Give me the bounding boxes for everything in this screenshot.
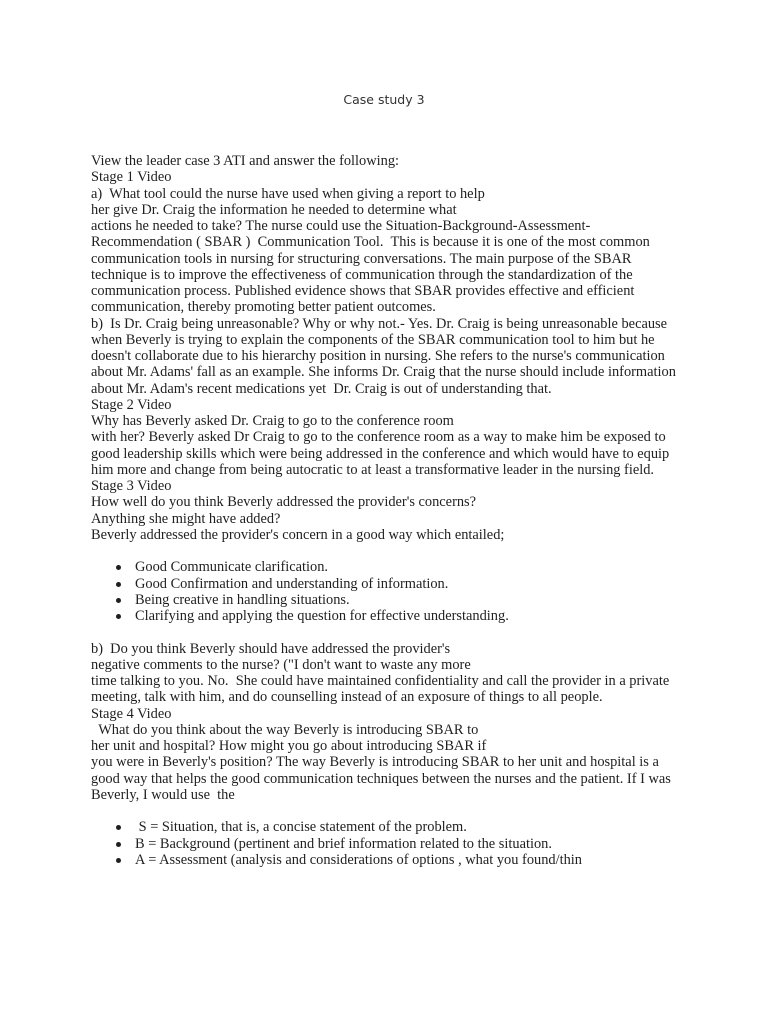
stage3-question-b-line1: b) Do you think Beverly should have addressed the provider's [91,640,451,657]
intro-text: View the leader case 3 ATI and answer the following: [91,153,400,169]
stage1-question-a-line1: a) What tool could the nurse have used when giving a report to help [91,185,485,202]
stage1-heading: Stage 1 Video [91,169,172,186]
spacer [91,543,683,559]
spacer [91,624,683,640]
list-item: A = Assessment (analysis and considerations of options , what you found/thin [135,852,683,868]
spacer [91,803,683,819]
document-body [91,153,683,868]
stage4-question-line1: What do you think about the way Beverly is introducing SBAR to [91,721,479,738]
stage3-answer-intro: Beverly addressed the provider's concern in a good way which entailed; [91,526,505,543]
stage3-answer-b: time talking to you. No. She could have maintained confidentiality and call the provider in a private meeting, talk with him, and do counselling instead of an exposure of things to all people. [91,673,673,706]
stage2-heading: Stage 2 Video [91,396,172,413]
list-item: Clarifying and applying the question for effective understanding. [135,608,683,624]
stage1-question-a-line2: her give Dr. Craig the information he needed to determine what [91,201,457,218]
list-item: S = Situation, that is, a concise statement of the problem. [135,819,683,835]
stage3-question-line2: Anything she might have added? [91,510,281,527]
stage3-question-b-line2: negative comments to the nurse? ("I don't want to waste any more [91,656,471,673]
stage1-answer-a: actions he needed to take? The nurse could use the Situation-Background-Assessment-Recommendation ( SBAR ) Communication Tool. This is because it is one of the most common communication tools in nursing for structuring conversations. The main purpose of the SBAR technique is to improve the effectiveness of communication through the standardization of the communication process. Published evidence shows that SBAR provides effective and efficient communication, thereby promoting better patient outcomes. [91,218,654,316]
list-item: B = Background (pertinent and brief information related to the situation. [135,836,683,852]
list-item: Being creative in handling situations. [135,592,683,608]
stage3-question-line1: How well do you think Beverly addressed the provider's concerns? [91,494,477,511]
document-title: Case study 3 [343,92,425,107]
stage3-heading: Stage 3 Video [91,478,172,494]
stage4-bullet-list [91,819,683,868]
stage4-answer: you were in Beverly's position? The way Beverly is introducing SBAR to her unit and hospital is a good way that helps the good communication techniques between the nurses and the patient. If I was Beverly, I would use the [91,754,675,803]
stage4-question-line2: her unit and hospital? How might you go about introducing SBAR if [91,738,487,754]
list-item: Good Communicate clarification. [135,559,683,575]
stage3-bullet-list [91,559,683,624]
stage1-answer-b: b) Is Dr. Craig being unreasonable? Why or why not.- Yes. Dr. Craig is being unreasonable because when Beverly is trying to explain the components of the SBAR communication tool to him but he doesn't collaborate due to his hierarchy position in nursing. She refers to the nurse's communication about Mr. Adams' fall as an example. She informs Dr. Craig that the nurse should include information about Mr. Adam's recent medications yet Dr. Craig is out of understanding that. [91,315,680,397]
list-item: Good Confirmation and understanding of information. [135,576,683,592]
stage2-answer: with her? Beverly asked Dr Craig to go to the conference room as a way to make him be exposed to good leadership skills which were being addressed in the conference and which would have to equip him more and change from being autocratic to at least a transformative leader in the nursing field. [91,429,673,478]
stage4-heading: Stage 4 Video [91,705,172,722]
stage2-question-line1: Why has Beverly asked Dr. Craig to go to the conference room [91,413,454,429]
